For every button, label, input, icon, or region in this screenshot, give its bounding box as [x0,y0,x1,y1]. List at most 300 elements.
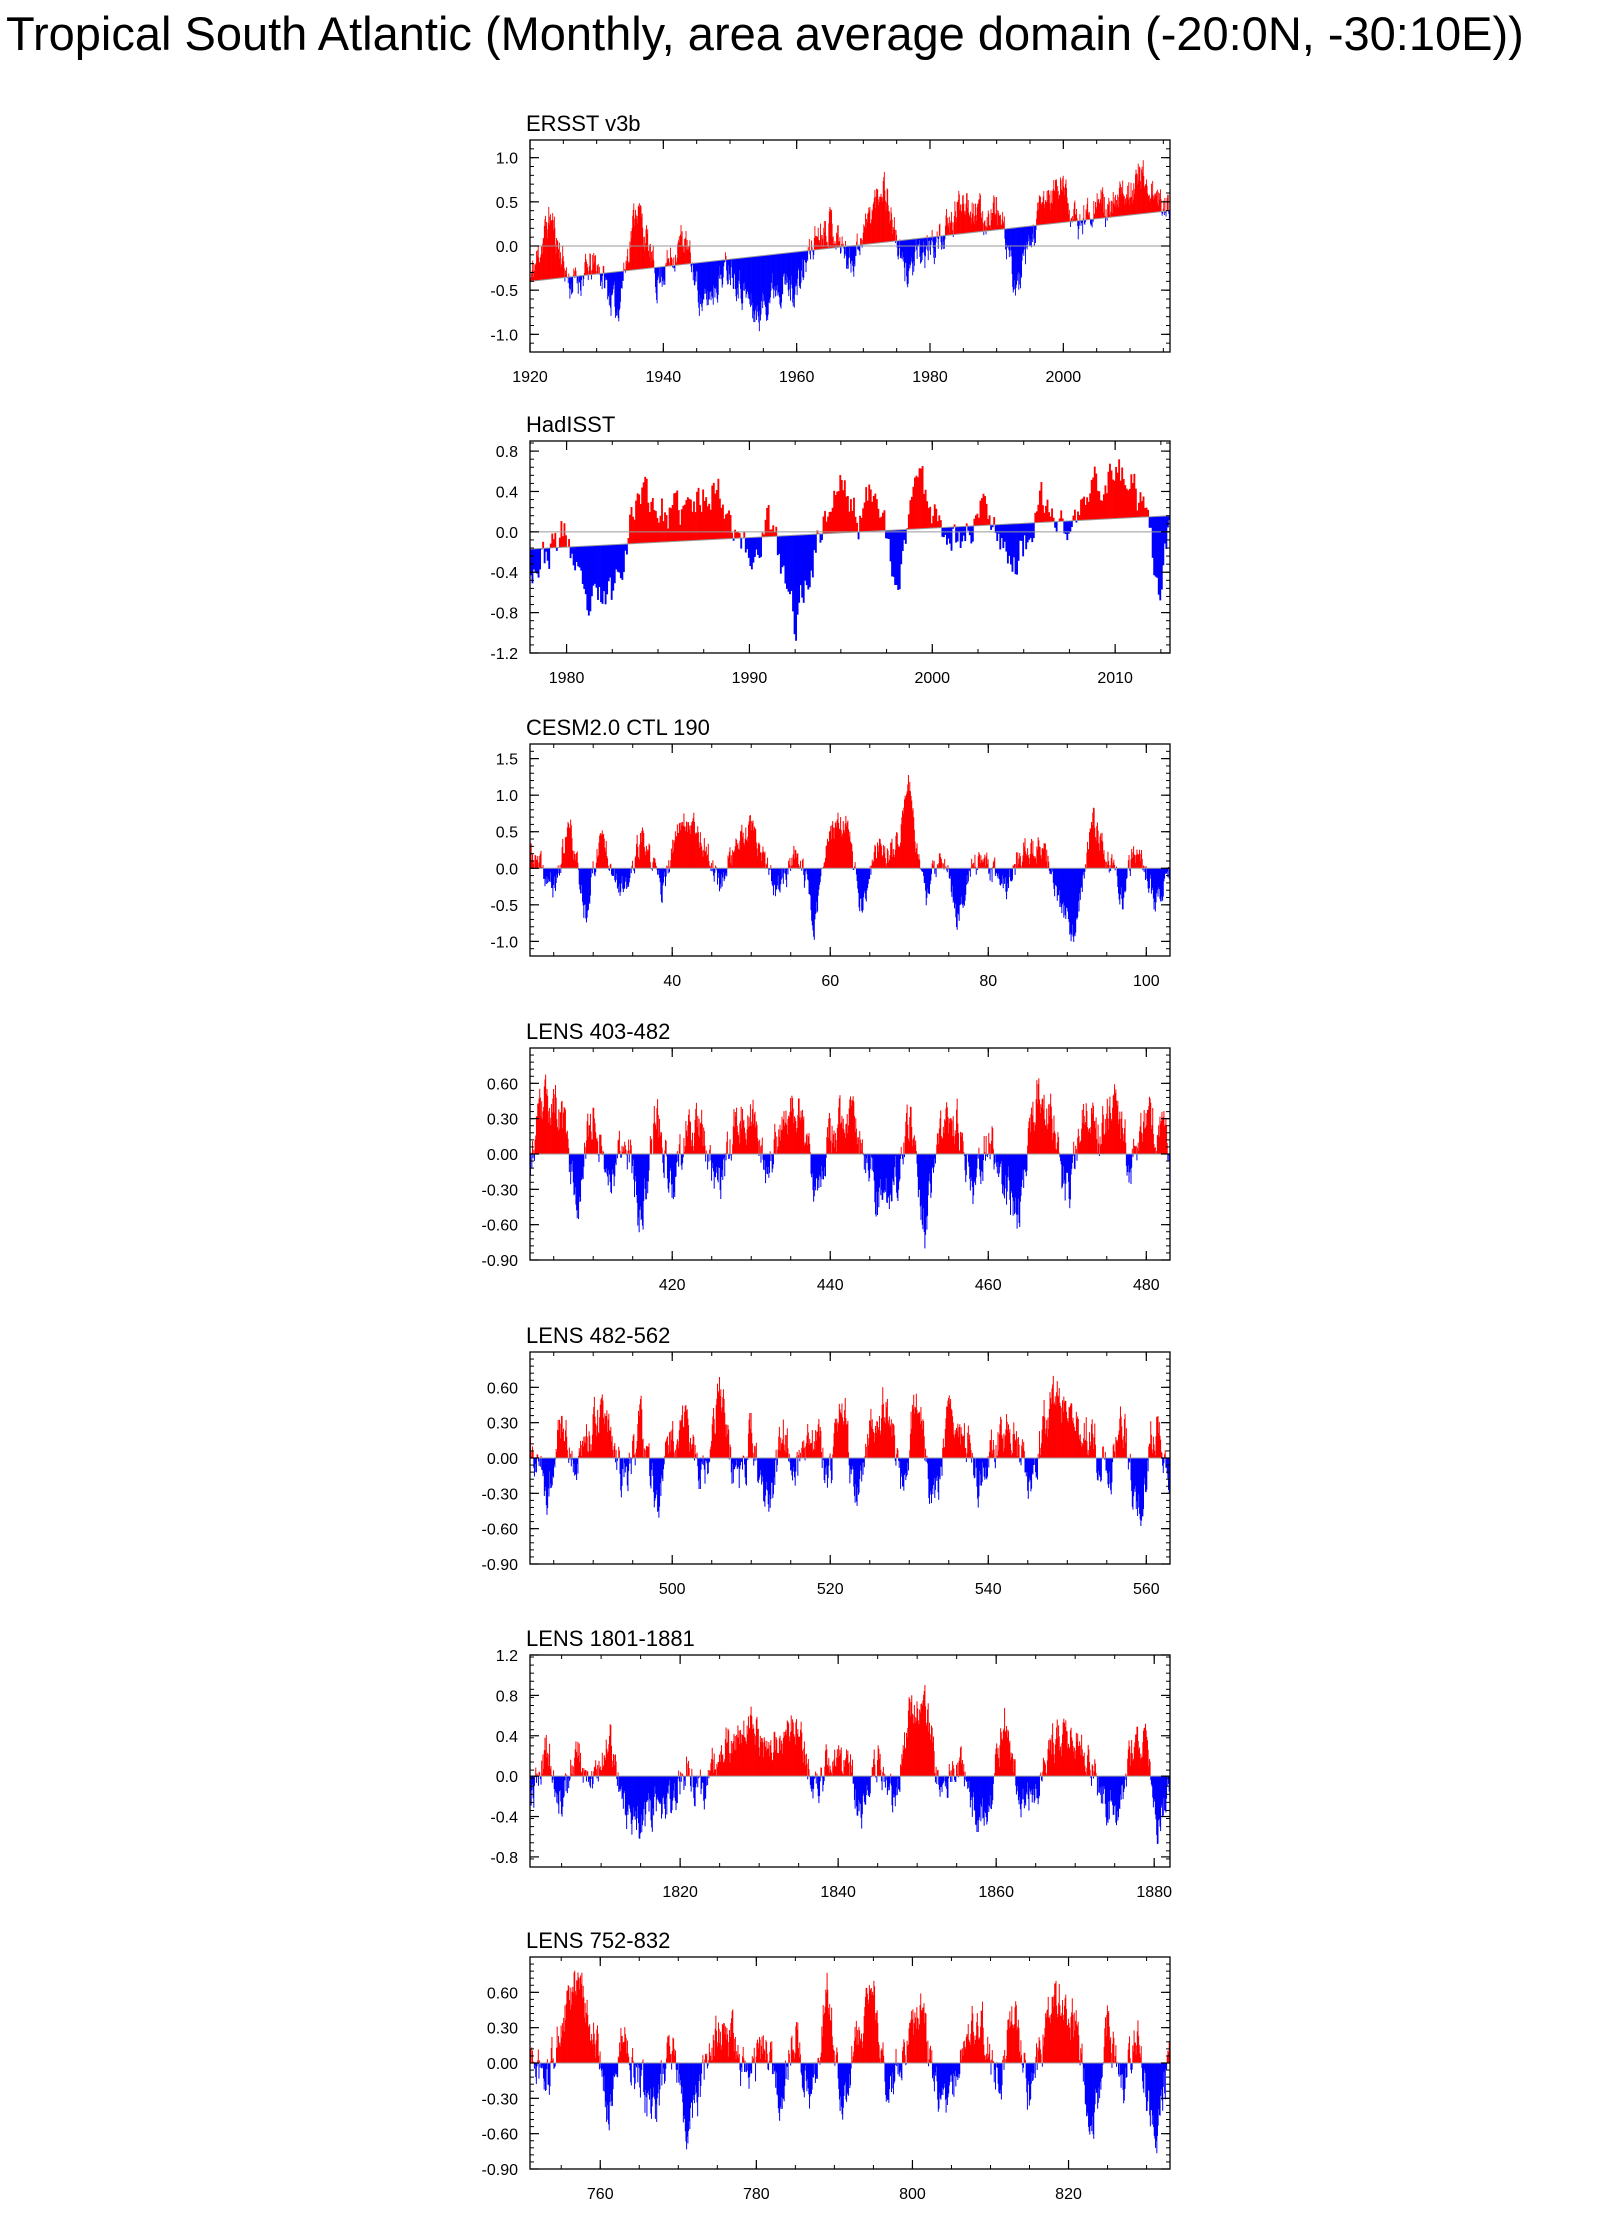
anomaly-bar [756,1443,757,1458]
anomaly-bar [769,1154,770,1173]
anomaly-bar [976,1154,977,1169]
anomaly-bar [616,1761,617,1776]
anomaly-bar [970,1450,971,1458]
x-tick-label: 1990 [731,670,768,687]
anomaly-bar [704,1146,705,1154]
anomaly-bar [919,860,920,869]
anomaly-bar [1161,1453,1162,1458]
anomaly-bar [591,271,592,275]
anomaly-bar [804,1448,805,1458]
anomaly-bar [588,275,589,280]
anomaly-bar [1147,510,1149,517]
anomaly-bar [971,1458,972,1463]
y-tick-label: -0.60 [481,1521,518,1539]
anomaly-bar [632,861,633,869]
anomaly-bar [1127,868,1128,878]
anomaly-bar [940,520,942,527]
y-tick-label: 0.30 [486,1111,518,1129]
y-tick-label: -1.2 [490,646,518,663]
anomaly-bar [1095,1445,1096,1458]
anomaly-bar [533,1154,534,1158]
anomaly-bar [826,1154,827,1158]
anomaly-bar [726,868,727,876]
anomaly-bar [926,1458,927,1462]
y-tick-label: 0.00 [486,1451,518,1468]
anomaly-bar [1079,214,1080,221]
anomaly-bar [776,1450,777,1458]
anomaly-bar [903,1143,904,1154]
anomaly-bar [540,1458,541,1467]
anomaly-bar [746,1458,747,1485]
anomaly-bar [990,868,991,880]
anomaly-bar [1114,1451,1115,1458]
anomaly-bar [616,1154,617,1165]
anomaly-bar [987,1458,988,1477]
anomaly-bar [565,535,567,547]
anomaly-bar [978,1148,979,1154]
anomaly-bar [554,533,556,548]
anomaly-bar [576,271,577,276]
anomaly-bar [1098,1144,1099,1154]
anomaly-bar [1016,1431,1017,1458]
anomaly-bar [591,1771,592,1776]
x-tick-label: 460 [974,1277,1002,1294]
anomaly-bar [777,1458,778,1465]
anomaly-bar [935,1154,936,1163]
anomaly-bar [1096,1139,1097,1154]
anomaly-bar [754,1446,755,1458]
anomaly-bar [629,1154,630,1162]
anomaly-bar [660,267,661,282]
y-tick-label: 0.5 [495,824,518,842]
y-tick-label: 0.4 [495,484,518,502]
anomaly-bar [1009,868,1010,877]
anomaly-bar [742,1458,743,1470]
anomaly-bar [758,1141,759,1154]
anomaly-bar [1166,211,1167,216]
x-tick-label: 1920 [512,369,548,386]
anomaly-bar [820,868,821,876]
anomaly-bar [1070,222,1071,227]
anomaly-bar [952,230,953,234]
anomaly-bar [569,1447,570,1458]
anomaly-bar [577,863,578,868]
anomaly-bar [1105,1452,1106,1458]
anomaly-plot [490,441,1170,687]
anomaly-bar [566,267,567,277]
anomaly-bar [989,515,991,525]
y-tick-label: 0.0 [495,239,518,256]
anomaly-bar [901,1147,902,1154]
anomaly-bar [568,1148,569,1154]
anomaly-bar [944,859,945,868]
anomaly-bar [582,1768,583,1776]
y-tick-label: 0.60 [486,1380,518,1398]
anomaly-bar [740,538,742,549]
anomaly-bar [861,238,862,244]
anomaly-bar [537,856,538,868]
anomaly-bar [1046,850,1047,869]
anomaly-bar [593,1776,594,1784]
anomaly-bar [860,238,861,245]
anomaly-bar [1108,198,1109,218]
anomaly-bar [797,1458,798,1476]
anomaly-bar [743,532,745,538]
anomaly-bar [994,1154,995,1164]
anomaly-bar [1136,1154,1137,1160]
anomaly-bar [567,1776,568,1793]
anomaly-bar [1079,221,1080,226]
anomaly-bar [649,1443,650,1458]
anomaly-bar [696,1776,697,1783]
anomaly-bar [691,1769,692,1776]
anomaly-bar [1019,1445,1020,1458]
y-tick-label: -1.0 [490,327,518,345]
anomaly-bar [572,277,573,293]
anomaly-bar [601,1146,602,1154]
anomaly-bar [613,868,614,876]
anomaly-bar [568,1458,569,1463]
anomaly-bar [931,868,932,874]
anomaly-bar [731,533,733,539]
anomaly-bar [937,231,938,236]
anomaly-bar [944,236,945,240]
anomaly-bar [1161,199,1162,212]
anomaly-bar [1016,852,1017,868]
anomaly-bar [994,1449,995,1458]
anomaly-bar [797,1452,798,1458]
anomaly-bar [958,1133,959,1154]
anomaly-bar [708,1770,709,1776]
anomaly-bar [1168,195,1169,211]
y-tick-label: -0.60 [481,1217,518,1235]
anomaly-bar [548,548,550,569]
anomaly-bar [559,868,560,875]
anomaly-bar [617,1776,618,1786]
anomaly-bar [574,271,575,277]
anomaly-bar [836,1140,837,1154]
anomaly-bar [1037,1458,1038,1480]
anomaly-bar [553,1770,554,1776]
anomaly-bar [1038,1454,1039,1458]
anomaly-bar [858,532,860,539]
panel-title: LENS 403-482 [526,1019,671,1044]
anomaly-bar [815,534,817,553]
y-tick-label: -1.0 [490,934,518,952]
anomaly-bar [619,1450,620,1458]
anomaly-bar [1167,1143,1168,1154]
anomaly-bar [864,1458,865,1467]
anomaly-bar [570,1760,571,1776]
anomaly-bar [538,1776,539,1786]
anomaly-bar [1058,1137,1059,1154]
x-tick-label: 480 [1132,1277,1160,1294]
anomaly-bar [649,1154,650,1171]
anomaly-bar [807,251,808,261]
anomaly-bar [1092,219,1093,227]
anomaly-bar [1032,226,1033,242]
anomaly-bar [539,549,541,570]
anomaly-bar [1071,521,1073,527]
anomaly-bar [610,864,611,869]
anomaly-bar [1014,864,1015,868]
anomaly-bar [1131,1154,1132,1168]
anomaly-bar [1053,518,1055,522]
anomaly-plot [481,1352,1170,1598]
anomaly-bar [697,1453,698,1458]
anomaly-bar [631,1145,632,1154]
anomaly-bar [983,1154,984,1160]
anomaly-bar [894,230,895,241]
x-tick-label: 500 [658,1581,686,1598]
anomaly-bars [530,459,1170,640]
anomaly-bar [949,217,950,235]
anomaly-bar [1112,1458,1113,1462]
anomaly-bar [1164,198,1165,211]
anomaly-bar [760,1146,761,1154]
anomaly-bar [884,510,886,530]
anomaly-bar [675,1450,676,1458]
anomaly-bar [1036,225,1037,229]
anomaly-bar [564,1776,565,1780]
anomaly-bar [978,1154,979,1159]
anomaly-bar [972,526,974,542]
y-tick-label: 0.5 [495,194,518,212]
anomaly-bar [787,1448,788,1458]
anomaly-bar [899,241,900,249]
y-tick-label: -0.30 [481,1486,518,1504]
anomaly-bar [1083,205,1084,220]
anomaly-bar [1082,220,1083,234]
anomaly-bar [543,865,544,868]
anomaly-bar [651,1139,652,1154]
anomaly-bar [707,1776,708,1785]
anomaly-bar [571,1458,572,1466]
anomaly-bar [614,1443,615,1458]
y-tick-label: 0.8 [495,444,518,462]
anomaly-bar [1103,1446,1104,1458]
x-tick-label: 2000 [914,670,951,687]
anomaly-bar [653,260,654,267]
anomaly-bar [535,1768,536,1777]
anomaly-bar [591,275,592,280]
anomaly-bar [1142,859,1143,868]
anomaly-bar [993,517,995,525]
anomaly-bar [1076,1149,1077,1154]
anomaly-bar [842,236,843,247]
x-tick-label: 100 [1132,973,1160,990]
anomaly-bar [681,1776,682,1782]
anomaly-bar [995,1458,996,1468]
anomaly-bar [578,276,579,294]
anomaly-bar [774,1458,775,1485]
anomaly-bar [709,1458,710,1462]
anomaly-bar [728,1430,729,1458]
anomaly-bar [810,250,811,259]
anomaly-bar [1129,1458,1130,1463]
anomaly-bar [1101,1458,1102,1480]
anomaly-bar [587,1772,588,1776]
anomaly-bar [830,1141,831,1154]
anomaly-bar [580,1441,581,1458]
anomaly-bar [866,1154,867,1163]
anomaly-bar [533,1452,534,1458]
anomaly-bar [1132,1149,1133,1154]
anomaly-bar [984,1136,985,1154]
anomaly-bar [926,238,927,246]
anomaly-bar [1026,1154,1027,1171]
y-tick-label: 0.0 [495,861,518,879]
anomaly-bar [841,247,842,253]
anomaly-bar [689,1768,690,1776]
anomaly-bar [597,1765,598,1776]
anomaly-bar [1125,1143,1126,1154]
panel-title: CESM2.0 CTL 190 [526,715,710,740]
anomaly-bar [628,1458,629,1471]
x-tick-label: 40 [663,973,682,990]
y-tick-label: 1.0 [495,788,518,806]
anomaly-bar [650,862,651,868]
anomaly-bar [683,1154,684,1157]
anomaly-bar [1105,861,1106,868]
anomaly-bar [781,868,782,879]
anomaly-bar [897,1450,898,1458]
anomaly-bar [533,1150,534,1154]
x-tick-label: 560 [1132,1581,1160,1598]
anomaly-bar [664,266,665,284]
y-tick-label: -0.30 [481,1182,518,1200]
anomaly-bar [1106,209,1107,217]
anomaly-bars [530,775,1170,942]
anomaly-bar [1126,1428,1127,1458]
anomaly-bar [715,1769,716,1776]
anomaly-bar [1056,522,1058,533]
anomaly-bar [789,858,790,868]
anomaly-bar [762,1138,763,1154]
anomaly-bar [1021,1458,1022,1465]
anomaly-bar [568,539,570,547]
anomaly-bar [554,1458,555,1467]
anomaly-bar [939,224,940,236]
anomaly-bar [855,862,856,868]
anomaly-bar [974,855,975,869]
anomaly-bar [668,868,669,873]
anomaly-plot [490,1648,1172,1901]
anomaly-bar [532,1141,533,1154]
anomaly-bar [676,1154,677,1163]
anomaly-bar [560,868,561,873]
anomaly-bar [685,1776,686,1786]
anomaly-bar [809,239,810,251]
anomaly-bar [593,861,594,868]
anomaly-bar [947,868,948,872]
anomaly-bar [934,861,935,868]
anomaly-bar [585,1770,586,1776]
anomaly-bar [753,1458,754,1466]
anomaly-bar [760,537,762,557]
anomaly-bar [1073,1142,1074,1154]
anomaly-bar [707,1154,708,1170]
anomaly-bar [634,868,635,873]
anomaly-bar [1164,211,1165,215]
anomaly-bar [541,1761,542,1777]
anomaly-bar [730,1139,731,1154]
anomaly-bar [915,239,916,246]
anomaly-bar [966,1458,967,1462]
anomaly-bar [1129,855,1130,868]
x-tick-label: 1980 [912,369,948,386]
anomaly-bar [990,1154,991,1159]
anomaly-bar [770,1154,771,1161]
y-tick-label: -0.5 [490,897,518,915]
anomaly-bar [603,266,604,273]
anomaly-bar [1145,868,1146,880]
anomaly-bar [678,1154,679,1167]
anomaly-bar [936,237,937,243]
x-tick-label: 520 [816,1581,844,1598]
anomaly-bar [706,1150,707,1154]
anomaly-bars [530,1685,1170,1844]
anomaly-bar [813,250,814,255]
anomaly-bar [963,1141,964,1154]
panel-title: ERSST v3b [526,111,641,136]
y-tick-label: 1.5 [495,751,518,769]
anomaly-bar [557,868,558,877]
anomaly-bar [1051,868,1052,874]
anomaly-bar [595,868,596,872]
anomaly-bar [724,1154,725,1176]
anomaly-bar [775,1132,776,1154]
anomaly-bar [616,1450,617,1458]
anomaly-bar [988,1458,989,1468]
anomaly-bar [773,1154,774,1164]
anomaly-bar [668,860,669,868]
anomaly-bar [822,1458,823,1468]
anomaly-bar [894,1435,895,1458]
anomaly-bar [626,544,628,554]
anomaly-bar [577,1458,578,1474]
anomaly-bar [673,257,674,265]
anomaly-bar [585,1147,586,1154]
anomaly-bar [1034,1458,1035,1465]
anomaly-bar [622,1458,623,1469]
anomaly-bar [727,1132,728,1154]
y-tick-label: -0.90 [481,1253,518,1270]
anomaly-bar [786,868,787,887]
anomaly-bar [644,1449,645,1458]
anomaly-bar [708,1154,709,1162]
anomaly-bar [711,863,712,868]
anomaly-bar [1155,1147,1156,1154]
panel-title: LENS 1801-1881 [526,1626,695,1651]
anomaly-bar [789,1454,790,1458]
anomaly-bar [729,1154,730,1159]
anomaly-bar [726,256,727,260]
x-tick-label: 420 [658,1277,686,1294]
anomaly-bar [1146,1458,1147,1490]
y-tick-label: -0.4 [490,565,518,583]
anomaly-bar [739,533,741,538]
anomaly-bar [712,860,713,868]
anomaly-bar [984,855,985,869]
anomaly-bar [864,1154,865,1170]
anomaly-bar [599,267,600,274]
anomaly-bar [668,258,669,266]
anomaly-bar [983,223,984,231]
anomaly-bar [943,863,944,868]
anomaly-bar [800,861,801,868]
anomaly-bar [666,868,667,876]
